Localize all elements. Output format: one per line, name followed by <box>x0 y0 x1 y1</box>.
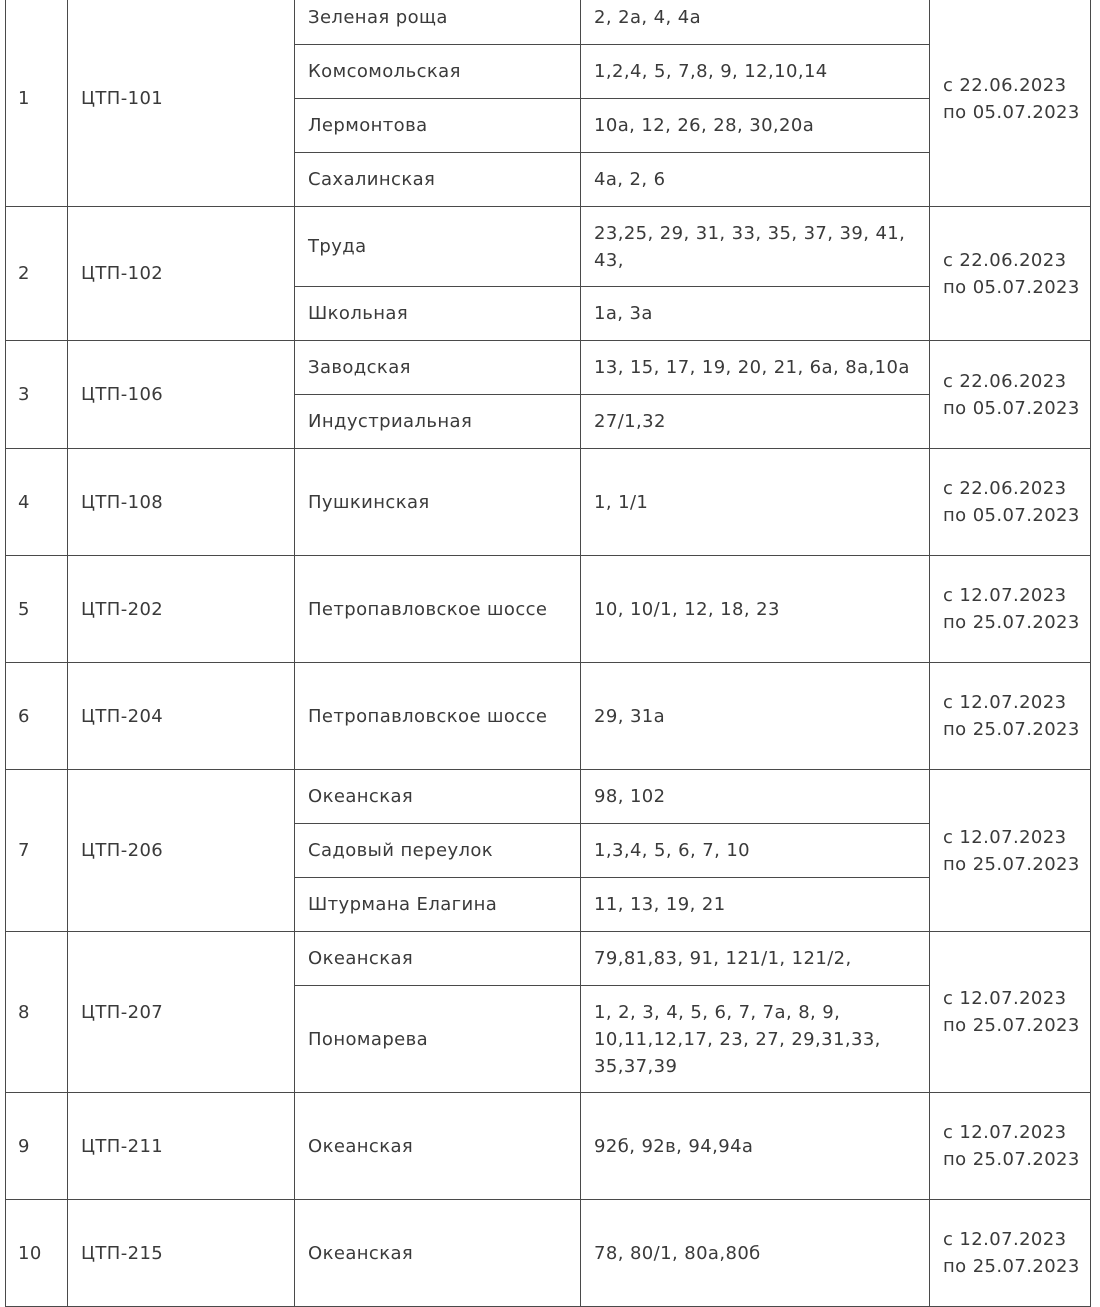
table-row <box>6 556 1091 663</box>
houses-cell: 23,25, 29, 31, 33, 35, 37, 39, 41, 43, <box>581 207 930 287</box>
street-cell: Петропавловское шоссе <box>295 556 581 663</box>
street-cell: Сахалинская <box>295 153 581 207</box>
houses-cell: 11, 13, 19, 21 <box>581 878 930 932</box>
houses-cell: 79,81,83, 91, 121/1, 121/2, <box>581 932 930 986</box>
street-cell: Океанская <box>295 770 581 824</box>
period-cell: с 12.07.2023 по 25.07.2023 <box>930 556 1091 663</box>
table-row <box>6 341 1091 395</box>
houses-cell: 13, 15, 17, 19, 20, 21, 6а, 8а,10а <box>581 341 930 395</box>
houses-cell: 78, 80/1, 80а,80б <box>581 1200 930 1307</box>
row-number-cell: 10 <box>6 1200 68 1307</box>
row-number-cell: 5 <box>6 556 68 663</box>
period-cell: с 22.06.2023 по 05.07.2023 <box>930 0 1091 207</box>
street-cell: Пономарева <box>295 986 581 1093</box>
table-row <box>6 0 1091 45</box>
station-cell: ЦТП-211 <box>68 1093 295 1200</box>
street-cell: Лермонтова <box>295 99 581 153</box>
station-cell: ЦТП-204 <box>68 663 295 770</box>
houses-cell: 29, 31а <box>581 663 930 770</box>
table-row <box>6 770 1091 824</box>
period-cell: с 12.07.2023 по 25.07.2023 <box>930 932 1091 1093</box>
houses-cell: 1а, 3а <box>581 287 930 341</box>
street-cell: Океанская <box>295 1200 581 1307</box>
houses-cell: 1,3,4, 5, 6, 7, 10 <box>581 824 930 878</box>
period-cell: с 22.06.2023 по 05.07.2023 <box>930 207 1091 341</box>
table-row <box>6 932 1091 986</box>
station-cell: ЦТП-207 <box>68 932 295 1093</box>
station-cell: ЦТП-215 <box>68 1200 295 1307</box>
houses-cell: 10, 10/1, 12, 18, 23 <box>581 556 930 663</box>
row-number-cell: 2 <box>6 207 68 341</box>
houses-cell: 1, 2, 3, 4, 5, 6, 7, 7а, 8, 9, 10,11,12,17, 23, 27, 29,31,33, 35,37,39 <box>581 986 930 1093</box>
houses-cell: 27/1,32 <box>581 395 930 449</box>
street-cell: Штурмана Елагина <box>295 878 581 932</box>
houses-cell: 1, 1/1 <box>581 449 930 556</box>
table-row <box>6 663 1091 770</box>
station-cell: ЦТП-106 <box>68 341 295 449</box>
row-number-cell: 8 <box>6 932 68 1093</box>
period-cell: с 12.07.2023 по 25.07.2023 <box>930 1093 1091 1200</box>
street-cell: Океанская <box>295 1093 581 1200</box>
street-cell: Пушкинская <box>295 449 581 556</box>
row-number-cell: 6 <box>6 663 68 770</box>
street-cell: Петропавловское шоссе <box>295 663 581 770</box>
street-cell: Индустриальная <box>295 395 581 449</box>
table-row <box>6 1200 1091 1307</box>
houses-cell: 98, 102 <box>581 770 930 824</box>
table-row <box>6 449 1091 556</box>
period-cell: с 22.06.2023 по 05.07.2023 <box>930 449 1091 556</box>
period-cell: с 12.07.2023 по 25.07.2023 <box>930 663 1091 770</box>
row-number-cell: 7 <box>6 770 68 932</box>
table-row <box>6 207 1091 287</box>
row-number-cell: 1 <box>6 0 68 207</box>
row-number-cell: 4 <box>6 449 68 556</box>
station-cell: ЦТП-101 <box>68 0 295 207</box>
outage-schedule-table <box>5 0 1091 1307</box>
street-cell: Школьная <box>295 287 581 341</box>
period-cell: с 22.06.2023 по 05.07.2023 <box>930 341 1091 449</box>
street-cell: Океанская <box>295 932 581 986</box>
station-cell: ЦТП-102 <box>68 207 295 341</box>
houses-cell: 2, 2а, 4, 4а <box>581 0 930 45</box>
street-cell: Труда <box>295 207 581 287</box>
houses-cell: 92б, 92в, 94,94а <box>581 1093 930 1200</box>
row-number-cell: 3 <box>6 341 68 449</box>
houses-cell: 1,2,4, 5, 7,8, 9, 12,10,14 <box>581 45 930 99</box>
houses-cell: 10а, 12, 26, 28, 30,20а <box>581 99 930 153</box>
period-cell: с 12.07.2023 по 25.07.2023 <box>930 770 1091 932</box>
street-cell: Садовый переулок <box>295 824 581 878</box>
street-cell: Комсомольская <box>295 45 581 99</box>
table-body <box>6 0 1091 1307</box>
station-cell: ЦТП-108 <box>68 449 295 556</box>
street-cell: Заводская <box>295 341 581 395</box>
station-cell: ЦТП-202 <box>68 556 295 663</box>
street-cell: Зеленая роща <box>295 0 581 45</box>
row-number-cell: 9 <box>6 1093 68 1200</box>
station-cell: ЦТП-206 <box>68 770 295 932</box>
houses-cell: 4а, 2, 6 <box>581 153 930 207</box>
table-row <box>6 1093 1091 1200</box>
period-cell: с 12.07.2023 по 25.07.2023 <box>930 1200 1091 1307</box>
